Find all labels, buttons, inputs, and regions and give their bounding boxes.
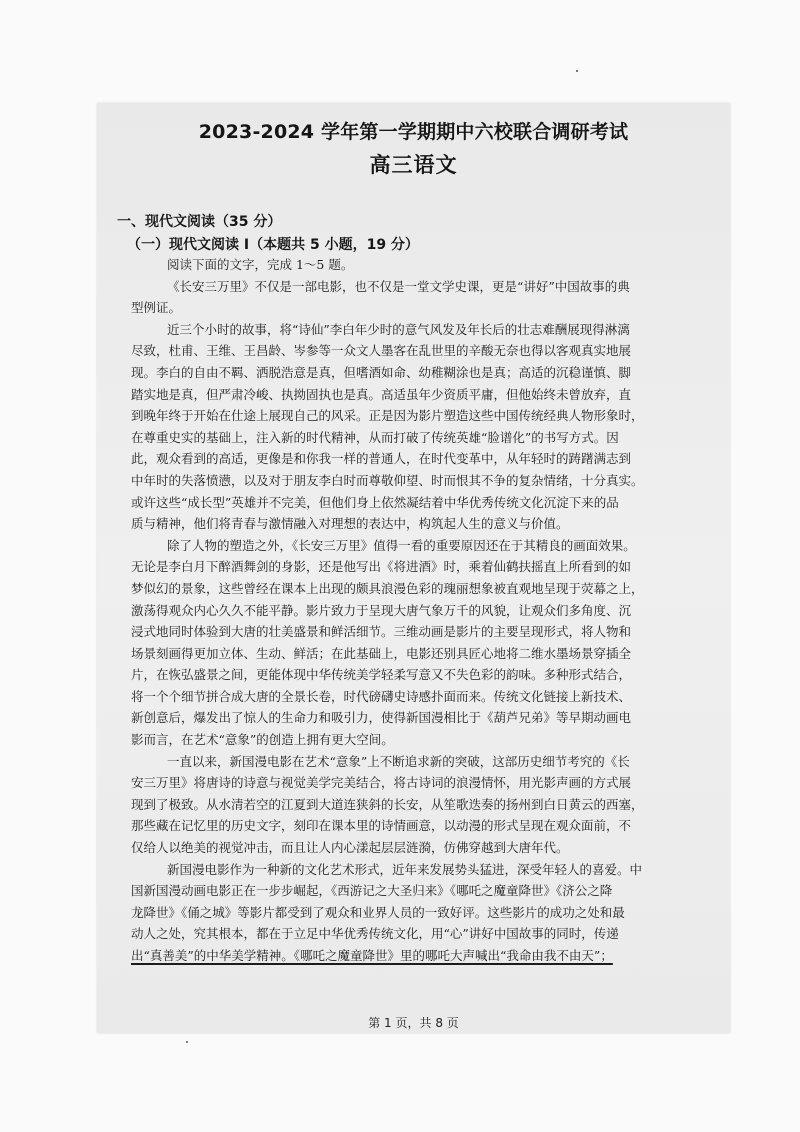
passage-line: 影而言，在艺术“意象”的创造上拥有更大空间。 — [131, 732, 394, 748]
passage-line: 踏实地是真，但严肃冷峻、执拗固执也是真。高适虽年少资质平庸，但他始终未曾放弃，直 — [131, 386, 632, 402]
page-number: 第 1 页，共 8 页 — [368, 1016, 459, 1030]
passage-line: 片，在恢弘盛景之间，更能体现中华传统美学轻柔写意又不失色彩的韵味。多种形式结合， — [131, 667, 632, 683]
passage-line: 安三万里》将唐诗的诗意与视觉美学完美结合，将古诗词的浪漫情怀，用光影声画的方式展 — [131, 775, 632, 791]
passage-line: 动人之处，究其根本，都在于立足中华优秀传统文化，用“心”讲好中国故事的同时，传递 — [131, 926, 619, 942]
passage-line: 国新国漫动画电影正在一步步崛起，《西游记之大圣归来》《哪吒之魔童降世》《济公之降 — [131, 883, 613, 899]
subsection-heading: （一）现代文阅读 I（本题共 5 小题，19 分） — [127, 237, 419, 253]
passage-line: 《长安三万里》不仅是一部电影，也不仅是一堂文学史课，更是“讲好”中国故事的典 — [167, 278, 630, 294]
passage-line: 梦似幻的景象，这些曾经在课本上出现的颇具浪漫色彩的瑰丽想象被直观地呈现于荧幕之上， — [131, 580, 644, 596]
passage-line: 质与精神，他们将青春与激情融入对理想的表达中，构筑起人生的意义与价值。 — [131, 516, 569, 532]
passage-line: 一直以来，新国漫电影在艺术“意象”上不断追求新的突破，这部历史细节考究的《长 — [167, 753, 630, 769]
section-heading: 一、现代文阅读（35 分） — [117, 214, 282, 230]
scan-speck — [186, 1041, 188, 1043]
subject-title: 高三语文 — [369, 153, 458, 177]
passage-line: 或许这些“成长型”英雄并不完美，但他们身上依然凝结着中华优秀传统文化沉淀下来的品 — [131, 494, 619, 510]
scan-speck — [576, 70, 578, 72]
passage-line: 现到了极致。从水清若空的江夏到大道连狭斜的长安，从笙歌迭奏的扬州到白日黄云的西塞， — [131, 796, 644, 812]
passage-line: 除了人物的塑造之外，《长安三万里》值得一看的重要原因还在于其精良的画面效果。 — [167, 537, 636, 553]
passage-line: 中年时的失落愤懑，以及对于朋友李白时而尊敬仰望、时而恨其不争的复杂情绪，十分真实。 — [131, 472, 644, 488]
passage-line: 无论是李白月下醉酒舞剑的身影，还是他写出《将进酒》时，乘着仙鹤扶摇直上所看到的如 — [131, 559, 632, 575]
passage-line: 在尊重史实的基础上，注入新的时代精神，从而打破了传统英雄“脸谱化”的书写方式。因 — [131, 429, 619, 445]
passage-line: 仅给人以绝美的视觉冲击，而且让人内心漾起层层涟漪，仿佛穿越到大唐年代。 — [131, 840, 569, 856]
passage-line: 近三个小时的故事，将“诗仙”李白年少时的意气风发及年长后的壮志难酬展现得淋漓 — [167, 321, 630, 337]
passage-line: 新国漫电影作为一种新的文化艺术形式，近年来发展势头猛进，深受年轻人的喜爱。中 — [167, 861, 643, 877]
exam-title: 2023-2024 学年第一学期期中六校联合调研考试 — [198, 121, 629, 143]
passage-line: 此，观众看到的高适，更像是和你我一样的普通人，在时代变革中，从年轻时的踌躇满志到 — [131, 451, 632, 467]
passage-line: 新创意后，爆发出了惊人的生命力和吸引力，使得新国漫相比于《葫芦兄弟》等早期动画电 — [131, 710, 632, 726]
passage-line: 将一个个细节拼合成大唐的全景长卷，时代磅礴史诗感扑面而来。传统文化链接上新技术、 — [131, 688, 632, 704]
passage-line: 尽致，杜甫、王维、王昌龄、岑参等一众文人墨客在乱世里的辛酸无奈也得以客观真实地展 — [131, 343, 632, 359]
exam-page — [97, 103, 730, 1033]
passage — [131, 254, 717, 967]
passage-line: 龙降世》《俑之城》等影片都受到了观众和业界人员的一致好评。这些影片的成功之处和最 — [131, 904, 625, 920]
passage-line: 场景刻画得更加立体、生动、鲜活；在此基础上，电影还别具匠心地将二维水墨场景穿插全 — [131, 645, 632, 661]
instruction-line: 阅读下面的文字，完成 1～5 题。 — [167, 257, 354, 272]
underlined-passage-line: 出“真善美”的中华美学精神。《哪吒之魔童降世》里的哪吒大声喊出“我命由我不由天”； — [131, 948, 613, 963]
passage-line: 现。李白的自由不羁、洒脱浩意是真，但嗜酒如命、幼稚糊涂也是真；高适的沉稳谨慎、脚 — [131, 364, 632, 380]
passage-line: 浸式地同时体验到大唐的壮美盛景和鲜活细节。三维动画是影片的主要呈现形式，将人物和 — [131, 624, 632, 640]
passage-line: 激荡得观众内心久久不能平静。影片致力于呈现大唐气象万千的风貌，让观众们多角度、沉 — [131, 602, 632, 618]
passage-line: 到晚年终于开始在仕途上展现自己的风采。正是因为影片塑造这些中国传统经典人物形象时， — [131, 408, 644, 424]
passage-line: 那些藏在记忆里的历史文字，刻印在课本里的诗情画意，以动漫的形式呈现在观众面前，不 — [131, 818, 632, 834]
passage-line: 型例证。 — [131, 300, 182, 316]
